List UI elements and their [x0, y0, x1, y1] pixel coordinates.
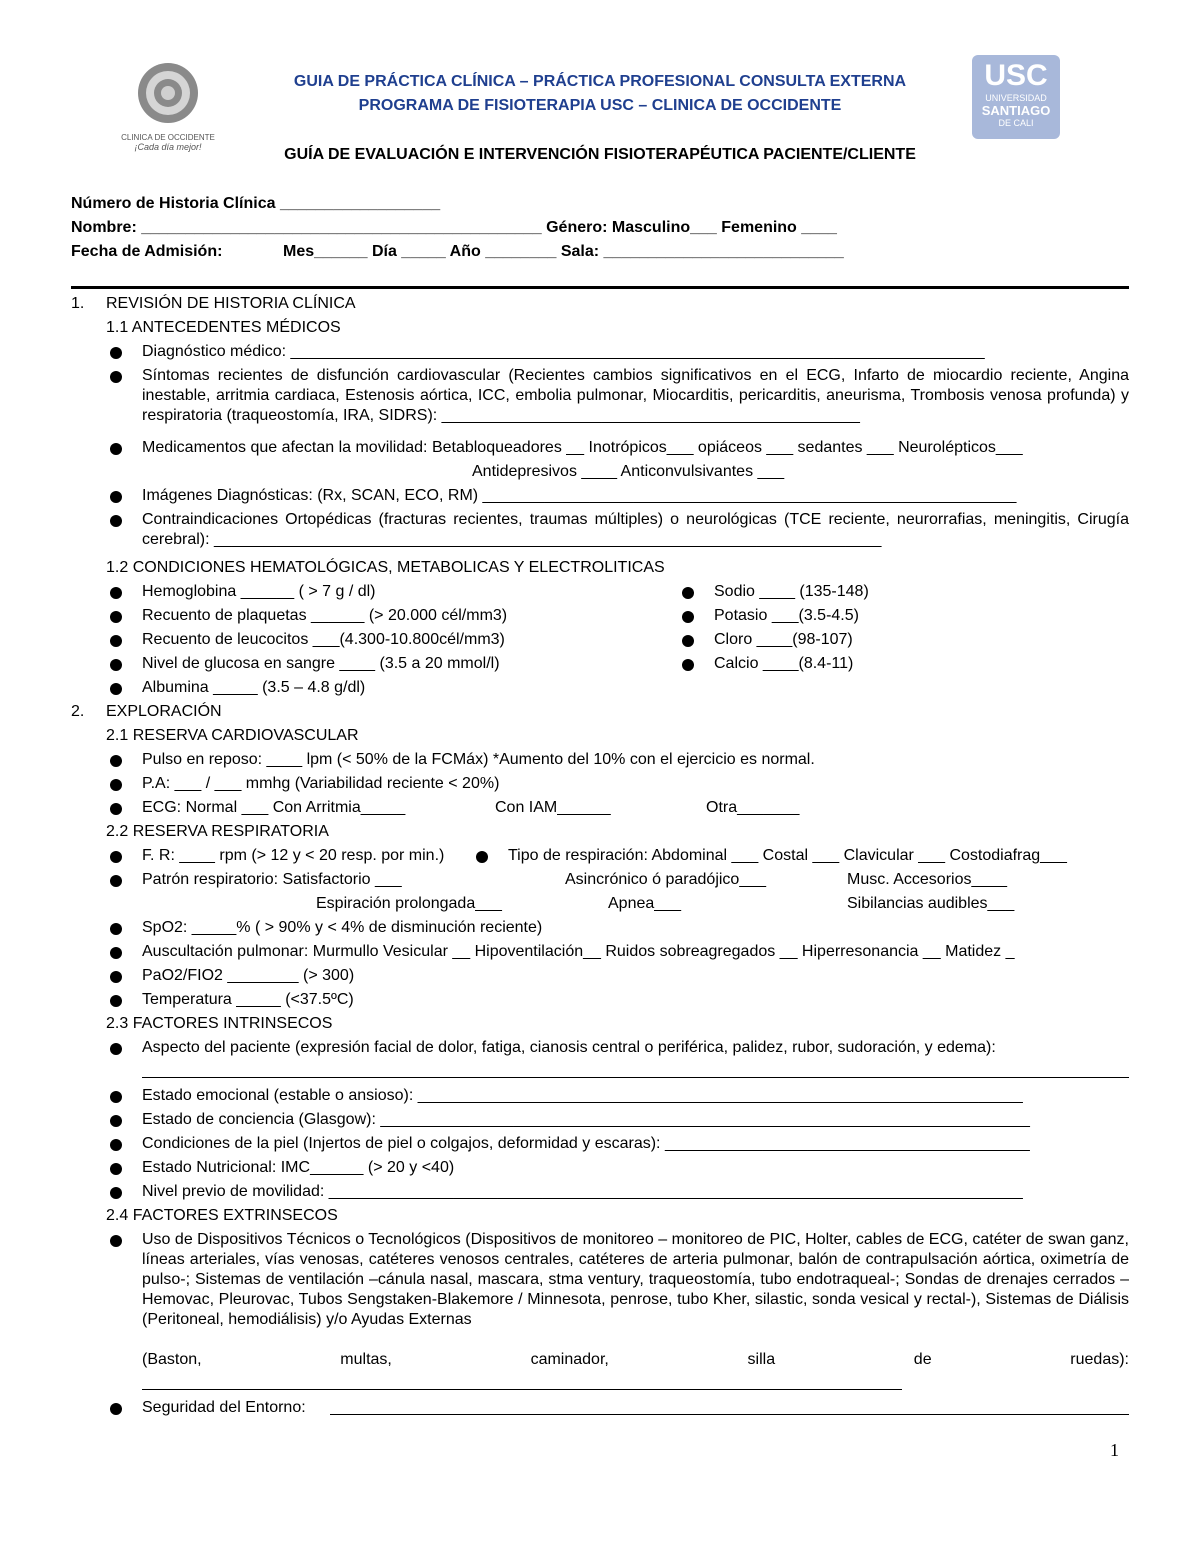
- dispositivos-answer-line[interactable]: [142, 1389, 902, 1390]
- piel-field[interactable]: Condiciones de la piel (Injertos de piel o colgajos, deformidad y escaras): _________________________________________: [142, 1135, 1030, 1152]
- spo2-field[interactable]: SpO2: _____% ( > 90% y < 4% de disminución reciente): [142, 919, 543, 936]
- lab-right-item[interactable]: Cloro ____(98-107): [714, 631, 853, 648]
- section-2-title: EXPLORACIÓN: [106, 703, 222, 720]
- conciencia-field[interactable]: Estado de conciencia (Glasgow): _________________________________________________________________________: [142, 1111, 1030, 1128]
- historia-field[interactable]: Número de Historia Clínica __________________: [71, 195, 441, 212]
- fecha-sala-fields[interactable]: Mes______ Día _____ Año ________ Sala: ___________________________: [283, 243, 844, 260]
- subsection-2-1: 2.1 RESERVA CARDIOVASCULAR: [106, 727, 359, 744]
- subsection-2-2: 2.2 RESERVA RESPIRATORIA: [106, 823, 329, 840]
- section-1-title: REVISIÓN DE HISTORIA CLÍNICA: [106, 295, 356, 312]
- lab-left-item[interactable]: Hemoglobina ______ ( > 7 g / dl): [142, 583, 376, 600]
- patron-musc-field[interactable]: Musc. Accesorios____: [847, 871, 1008, 888]
- patron-sibilancias-field[interactable]: Sibilancias audibles___: [847, 895, 1015, 912]
- seguridad-field[interactable]: Seguridad del Entorno:: [142, 1399, 306, 1416]
- lab-right-item[interactable]: Sodio ____ (135-148): [714, 583, 869, 600]
- fr-field[interactable]: F. R: ____ rpm (> 12 y < 20 resp. por min.): [142, 847, 445, 864]
- section-2-number: 2.: [71, 703, 85, 720]
- usc-logo-sub2: SANTIAGO: [981, 103, 1051, 118]
- clinica-logo-icon: [108, 58, 228, 128]
- pa-field[interactable]: P.A: ___ / ___ mmhg (Variabilidad reciente < 20%): [142, 775, 500, 792]
- subsection-1-2: 1.2 CONDICIONES HEMATOLÓGICAS, METABOLICAS Y ELECTROLITICAS: [106, 559, 665, 576]
- temperatura-field[interactable]: Temperatura _____ (<37.5ºC): [142, 991, 354, 1008]
- subsection-2-4: 2.4 FACTORES EXTRINSECOS: [106, 1207, 338, 1224]
- patron-espiracion-field[interactable]: Espiración prolongada___: [316, 895, 502, 912]
- ecg-otra-field[interactable]: Otra_______: [706, 799, 800, 816]
- section-divider: [71, 286, 1129, 289]
- medicamentos-field[interactable]: Medicamentos que afectan la movilidad: Betabloqueadores __ Inotrópicos___ opiáceos ___ sedantes ___ Neurolépticos___: [142, 439, 1023, 456]
- contraindicaciones-field[interactable]: Contraindicaciones Ortopédicas (fracturas recientes, traumas múltiples) o neurológicas (TCE reciente, neurorrafias, meningitis, Cirugía cerebral): ___________________________________________________________________________: [142, 511, 1129, 548]
- medicamentos-field-2[interactable]: Antidepresivos ____ Anticonvulsivantes ___: [472, 463, 785, 480]
- lab-right-item[interactable]: Potasio ___(3.5-4.5): [714, 607, 859, 624]
- page-title-2: PROGRAMA DE FISIOTERAPIA USC – CLINICA DE OCCIDENTE: [358, 97, 842, 114]
- page-number: 1: [1110, 1440, 1119, 1460]
- fecha-label: Fecha de Admisión:: [71, 243, 223, 260]
- diagnostico-field[interactable]: Diagnóstico médico: ______________________________________________________________________________: [142, 343, 985, 360]
- lab-left-item[interactable]: Recuento de plaquetas ______ (> 20.000 cél/mm3): [142, 607, 508, 624]
- auscultacion-field[interactable]: Auscultación pulmonar: Murmullo Vesicular __ Hipoventilación__ Ruidos sobreagregados __ Hiperresonancia __ Matidez _: [142, 943, 1015, 960]
- aspecto-field[interactable]: Aspecto del paciente (expresión facial de dolor, fatiga, cianosis central o periférica, palidez, rubor, sudoración, y edema):: [142, 1039, 996, 1056]
- lab-left-item[interactable]: Recuento de leucocitos ___(4.300-10.800cél/mm3): [142, 631, 505, 648]
- subsection-1-1: 1.1 ANTECEDENTES MÉDICOS: [106, 319, 341, 336]
- pao2-field[interactable]: PaO2/FIO2 ________ (> 300): [142, 967, 355, 984]
- lab-right-item[interactable]: Calcio ____(8.4-11): [714, 655, 854, 672]
- nombre-genero-field[interactable]: Nombre: _____________________________________________ Género: Masculino___ Femenino ____: [71, 219, 837, 236]
- section-1-number: 1.: [71, 295, 85, 312]
- patron-field[interactable]: Patrón respiratorio: Satisfactorio ___: [142, 871, 402, 888]
- imagenes-field[interactable]: Imágenes Diagnósticas: (Rx, SCAN, ECO, RM) ____________________________________________________________: [142, 487, 1017, 504]
- pulso-field[interactable]: Pulso en reposo: ____ lpm (< 50% de la FCMáx) *Aumento del 10% con el ejercicio es normal.: [142, 751, 815, 768]
- tipo-respiracion-field[interactable]: Tipo de respiración: Abdominal ___ Costal ___ Clavicular ___ Costodiafrag___: [508, 847, 1067, 864]
- movilidad-field[interactable]: Nivel previo de movilidad: ______________________________________________________________________________: [142, 1183, 1023, 1200]
- emocional-field[interactable]: Estado emocional (estable o ansioso): ____________________________________________________________________: [142, 1087, 1023, 1104]
- dispositivos-field-last[interactable]: (Baston, multas, caminador, silla de ruedas):: [142, 1351, 1129, 1368]
- patron-asincronico-field[interactable]: Asincrónico ó paradójico___: [565, 871, 767, 888]
- page-title-1: GUIA DE PRÁCTICA CLÍNICA – PRÁCTICA PROFESIONAL CONSULTA EXTERNA: [293, 73, 907, 90]
- usc-logo-sub1: UNIVERSIDAD: [985, 93, 1047, 103]
- lab-left-item[interactable]: Nivel de glucosa en sangre ____ (3.5 a 20 mmol/l): [142, 655, 500, 672]
- clinica-logo-slogan: ¡Cada día mejor!: [134, 142, 202, 152]
- subsection-2-3: 2.3 FACTORES INTRINSECOS: [106, 1015, 333, 1032]
- seguridad-answer-line[interactable]: [330, 1414, 1129, 1415]
- usc-logo-text: USC: [984, 59, 1048, 92]
- aspecto-answer-line[interactable]: [142, 1077, 1129, 1078]
- dispositivos-field[interactable]: Uso de Dispositivos Técnicos o Tecnológicos (Dispositivos de monitoreo – monitoreo de PIC, Holter, cables de ECG, catéter de swan ganz, líneas arteriales, vías venosas, catéteres venosos centrales, catéteres de arteria pulmonar, balón de contrapulsación aórtica, oximetría de pulso-; Sistemas de ventilación –cánula nasal, mascara, stma ventury, traqueostomía, tubo endotraqueal-; Sondas de drenajes cerrados –Hemovac, Pleurovac, Tubos Sengstaken-Blakemore / Minnesota, penrose, tubo Kher, silastic, sonda vesical y rectal-), Sistemas de Diálisis (Peritoneal, hemodiálisis) y/o Ayudas Externas: [142, 1231, 1129, 1328]
- ecg-field[interactable]: ECG: Normal ___ Con Arritmia_____: [142, 799, 406, 816]
- nutricional-field[interactable]: Estado Nutricional: IMC______ (> 20 y <40): [142, 1159, 455, 1176]
- sintomas-field[interactable]: Síntomas recientes de disfunción cardiovascular (Recientes cambios significativos en el ECG, Infarto de miocardio reciente, Angina inestable, arritmia cardiaca, Estenosis aórtica, ICC, embolia pulmonar, Miocarditis, pericarditis, aneurisma, Trombosis venosa profunda) y respiratoria (traqueostomía, IRA, SIDRS): _______________________________________________: [142, 367, 1129, 424]
- usc-logo-sub3: DE CALI: [998, 118, 1034, 128]
- page-title-3: GUÍA DE EVALUACIÓN E INTERVENCIÓN FISIOTERAPÉUTICA PACIENTE/CLIENTE: [284, 146, 916, 163]
- lab-left-item[interactable]: Albumina _____ (3.5 – 4.8 g/dl): [142, 679, 366, 696]
- clinica-logo-text: CLINICA DE OCCIDENTE: [121, 133, 215, 142]
- patron-apnea-field[interactable]: Apnea___: [608, 895, 681, 912]
- ecg-iam-field[interactable]: Con IAM______: [495, 799, 611, 816]
